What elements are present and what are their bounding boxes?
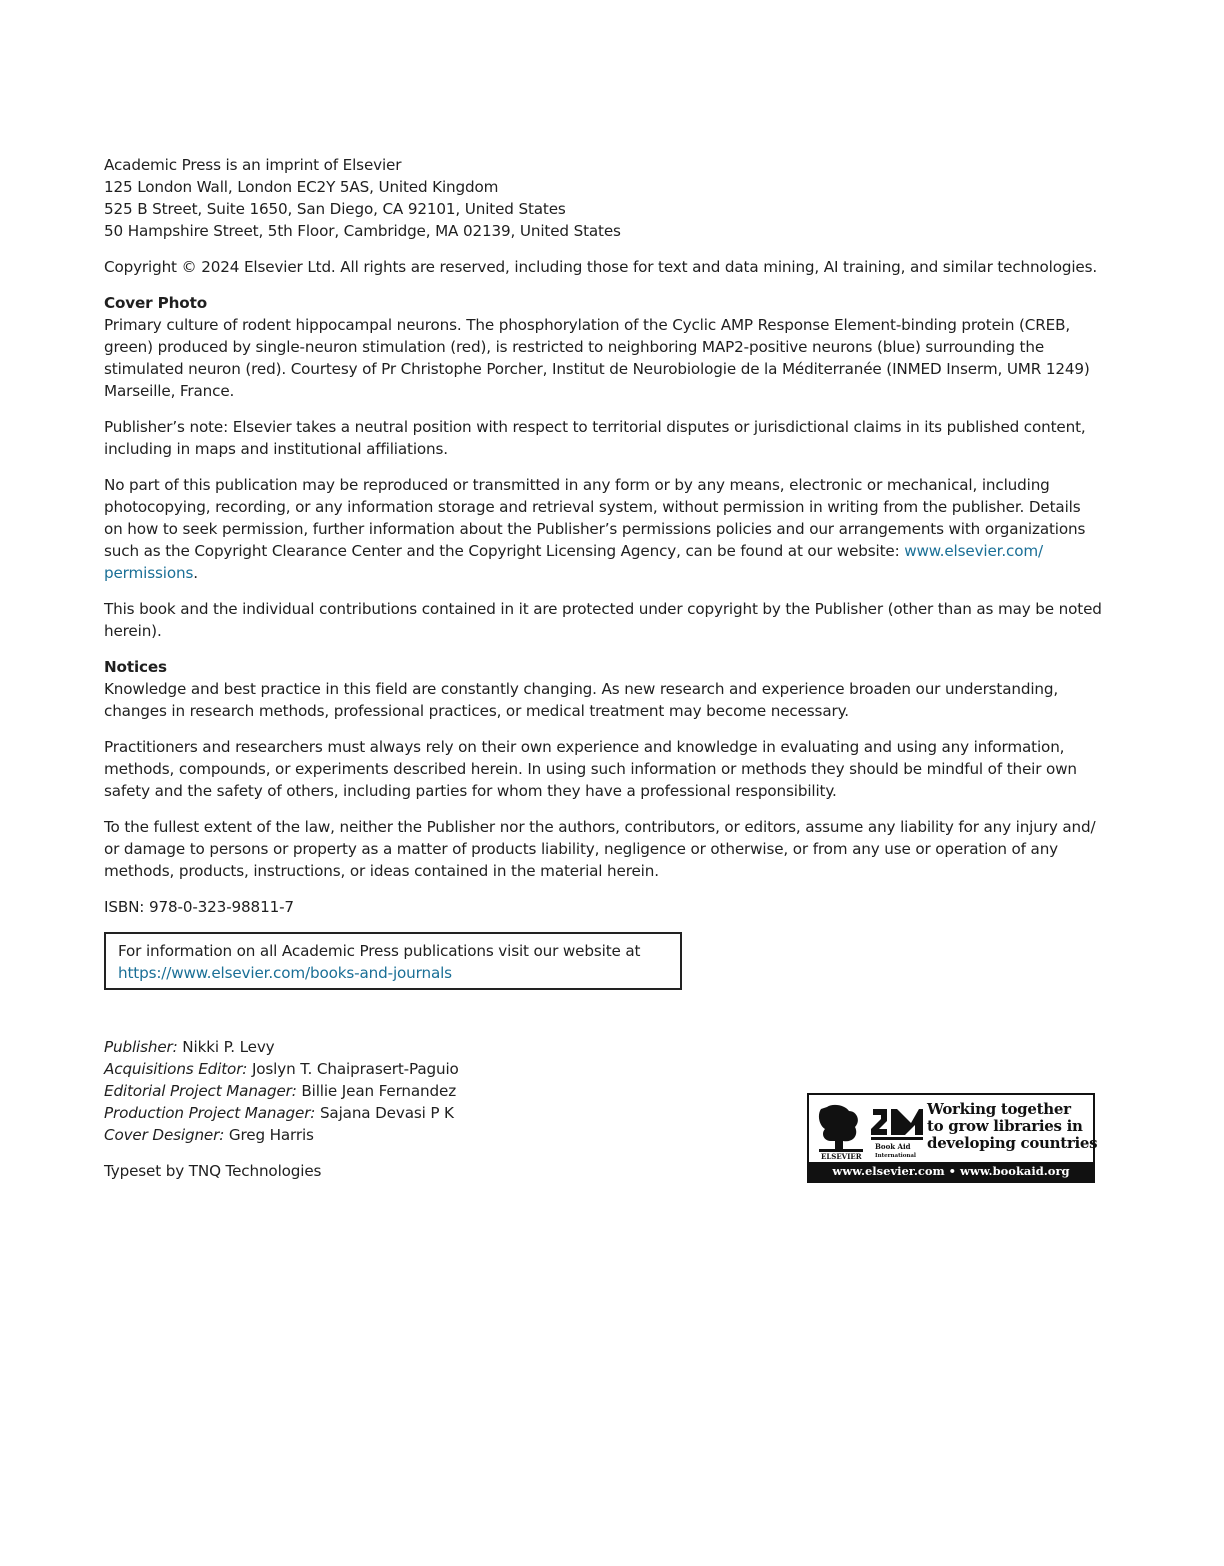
cover-photo-heading: Cover Photo <box>104 294 207 312</box>
credit-role: Acquisitions Editor: <box>104 1060 248 1078</box>
notices-paragraph-3 <box>104 816 1096 882</box>
publishers-note-line: including in maps and institutional affiliations. <box>104 440 448 458</box>
copyright-statement <box>104 256 1096 278</box>
book-aid-badge <box>807 1093 1098 1183</box>
books-journals-link[interactable]: https://www.elsevier.com/books-and-journals <box>118 964 452 982</box>
credit-line <box>104 1036 1096 1058</box>
permissions-line <box>104 562 1096 584</box>
credit-role: Production Project Manager: <box>104 1104 316 1122</box>
info-box <box>104 932 682 990</box>
notices-paragraph-2 <box>104 736 1096 802</box>
info-box-text: For information on all Academic Press publications visit our website at <box>118 942 641 960</box>
book-aid-tagline <box>927 1101 1097 1152</box>
credit-name: Greg Harris <box>224 1126 314 1144</box>
notices-line: safety and the safety of others, including parties for whom they have a professional responsibility. <box>104 782 837 800</box>
permissions-link[interactable]: www.elsevier.com/ <box>904 542 1043 560</box>
credit-name: Billie Jean Fernandez <box>296 1082 457 1100</box>
copyright-line: Copyright © 2024 Elsevier Ltd. All rights are reserved, including those for text and data mining, AI training, and similar technologies. <box>104 258 1098 276</box>
tagline-line: Working together <box>927 1100 1071 1118</box>
cover-photo-section <box>104 292 1096 402</box>
address-line: 525 B Street, Suite 1650, San Diego, CA 92101, United States <box>104 200 566 218</box>
publisher-address <box>104 154 1096 242</box>
isbn-line: ISBN: 978-0-323-98811-7 <box>104 898 294 916</box>
permissions-line: on how to seek permission, further information about the Publisher’s permissions policies and our arrangements with organizations <box>104 520 1086 538</box>
elsevier-bookaid-logos-icon <box>815 1101 925 1161</box>
address-line: Academic Press is an imprint of Elsevier <box>104 156 402 174</box>
elsevier-logo-label: ELSEVIER <box>821 1152 862 1161</box>
notices-line: or damage to persons or property as a matter of products liability, negligence or otherwise, or from any use or operation of any <box>104 840 1059 858</box>
address-line: 125 London Wall, London EC2Y 5AS, United Kingdom <box>104 178 499 196</box>
notices-line: To the fullest extent of the law, neither the Publisher nor the authors, contributors, or editors, assume any liability for any injury and/ <box>104 818 1096 836</box>
credit-line <box>104 1058 1096 1080</box>
permissions-paragraph <box>104 474 1096 584</box>
bookaid-logo-sublabel: International <box>875 1153 917 1159</box>
notices-line: Knowledge and best practice in this field are constantly changing. As new research and experience broaden our understanding, <box>104 680 1059 698</box>
notices-section <box>104 656 1096 722</box>
credit-role: Editorial Project Manager: <box>104 1082 297 1100</box>
notices-heading: Notices <box>104 658 167 676</box>
notices-line: Practitioners and researchers must always rely on their own experience and knowledge in evaluating and using any information, <box>104 738 1065 756</box>
cover-photo-line: Marseille, France. <box>104 382 235 400</box>
credit-role: Publisher: <box>104 1038 178 1056</box>
permissions-line: photocopying, recording, or any information storage and retrieval system, without permission in writing from the publisher. Details <box>104 498 1081 516</box>
credit-role: Cover Designer: <box>104 1126 225 1144</box>
bookaid-logo-label: Book Aid <box>875 1142 911 1151</box>
credit-name: Joslyn T. Chaiprasert-Paguio <box>247 1060 459 1078</box>
bookaid-logo-icon <box>871 1109 923 1140</box>
book-aid-footer: www.elsevier.com • www.bookaid.org <box>809 1162 1093 1181</box>
credit-name: Sajana Devasi P K <box>315 1104 454 1122</box>
permissions-period: . <box>193 564 198 582</box>
protected-line: This book and the individual contributions contained in it are protected under copyright by the Publisher (other than as may be noted <box>104 600 1102 618</box>
protected-paragraph <box>104 598 1102 642</box>
permissions-line <box>104 540 1096 562</box>
permissions-line: No part of this publication may be reproduced or transmitted in any form or by any means, electronic or mechanical, including <box>104 476 1050 494</box>
tagline-line: to grow libraries in <box>927 1117 1083 1135</box>
elsevier-tree-icon <box>819 1105 863 1152</box>
credit-name: Nikki P. Levy <box>177 1038 275 1056</box>
isbn <box>104 896 1096 918</box>
notices-line: changes in research methods, professional practices, or medical treatment may become necessary. <box>104 702 849 720</box>
tagline-line: developing countries <box>927 1134 1098 1152</box>
cover-photo-line: Primary culture of rodent hippocampal neurons. The phosphorylation of the Cyclic AMP Response Element-binding protein (CREB, <box>104 316 1071 334</box>
publishers-note-line: Publisher’s note: Elsevier takes a neutral position with respect to territorial disputes or jurisdictional claims in its published content, <box>104 418 1086 436</box>
publishers-note <box>104 416 1096 460</box>
address-line: 50 Hampshire Street, 5th Floor, Cambridge, MA 02139, United States <box>104 222 621 240</box>
cover-photo-line: green) produced by single-neuron stimulation (red), is restricted to neighboring MAP2-positive neurons (blue) surrounding the <box>104 338 1045 356</box>
protected-line: herein). <box>104 622 162 640</box>
permissions-link-continued[interactable]: permissions <box>104 564 194 582</box>
cover-photo-line: stimulated neuron (red). Courtesy of Pr Christophe Porcher, Institut de Neurobiologie de la Méditerranée (INMED Inserm, UMR 1249) <box>104 360 1090 378</box>
notices-line: methods, products, instructions, or ideas contained in the material herein. <box>104 862 659 880</box>
typeset-line: Typeset by TNQ Technologies <box>104 1162 322 1180</box>
notices-line: methods, compounds, or experiments described herein. In using such information or methods they should be mindful of their own <box>104 760 1077 778</box>
permissions-line-text: such as the Copyright Clearance Center and the Copyright Licensing Agency, can be found at our website: <box>104 542 905 560</box>
copyright-page <box>104 154 1102 1182</box>
